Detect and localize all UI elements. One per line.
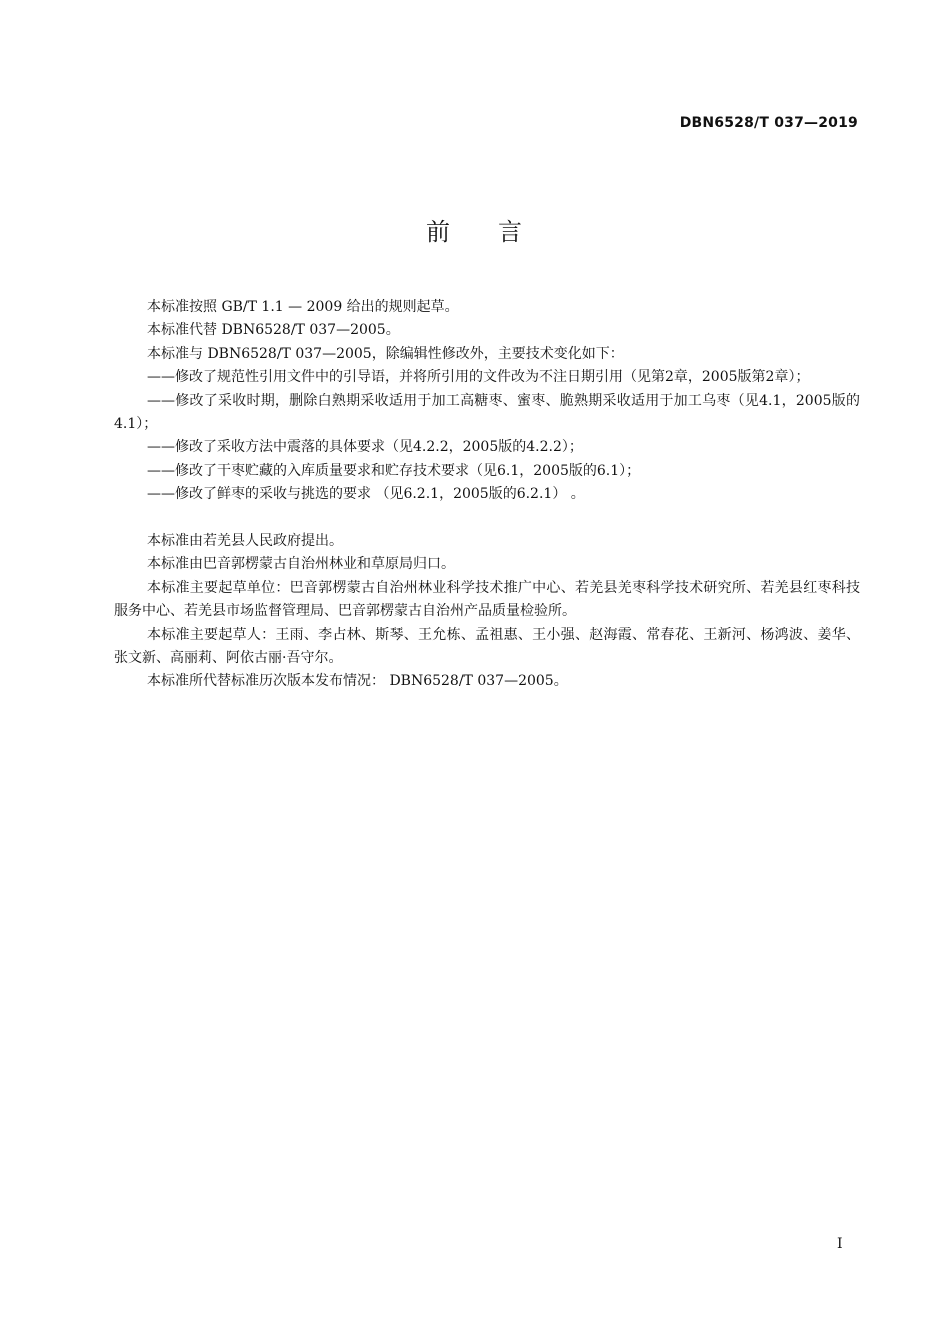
change-item-4: ——修改了干枣贮藏的入库质量要求和贮存技术要求（见6.1，2005版的6.1）； (147, 462, 641, 479)
paragraph-administrator: 本标准由巴音郭楞蒙古自治州林业和草原局归口。 (147, 556, 455, 573)
paragraph-spacer (114, 507, 860, 530)
foreword-body (114, 296, 860, 694)
change-item-5: ——修改了鲜枣的采收与挑选的要求 （见6.2.1，2005版的6.2.1） 。 (147, 486, 585, 503)
title-char-1: 前 (426, 218, 452, 246)
page-number: I (837, 1236, 843, 1252)
title-char-2: 言 (498, 218, 524, 246)
paragraph-changes-intro: 本标准与 DBN6528/T 037—2005，除编辑性修改外，主要技术变化如下： (147, 345, 624, 362)
change-item-2: ——修改了采收时期，删除白熟期采收适用于加工高糖枣、蜜枣、脆熟期采收适用于加工乌枣（见4.1，2005版的4.1）； (114, 392, 860, 433)
change-item-1: ——修改了规范性引用文件中的引导语，并将所引用的文件改为不注日期引用（见第2章，2005版第2章）； (147, 369, 810, 386)
page-title (0, 212, 950, 247)
paragraph-drafting-rules: 本标准按照 GB/T 1.1 — 2009 给出的规则起草。 (147, 299, 459, 315)
paragraph-replaces: 本标准代替 DBN6528/T 037—2005。 (147, 322, 400, 339)
paragraph-version-history: 本标准所代替标准历次版本发布情况： DBN6528/T 037—2005。 (147, 673, 568, 690)
document-code: DBN6528/T 037—2019 (679, 115, 858, 131)
paragraph-drafting-units: 本标准主要起草单位：巴音郭楞蒙古自治州林业科学技术推广中心、若羌县羌枣科学技术研究所、若羌县红枣科技服务中心、若羌县市场监督管理局、巴音郭楞蒙古自治州产品质量检验所。 (114, 579, 860, 620)
change-item-3: ——修改了采收方法中震落的具体要求（见4.2.2，2005版的4.2.2）； (147, 439, 583, 456)
paragraph-drafters: 本标准主要起草人：王雨、李占林、斯琴、王允栋、孟祖惠、王小强、赵海霞、常春花、王新河、杨鸿波、姜华、张文新、高丽莉、阿依古丽·吾守尔。 (114, 626, 860, 667)
paragraph-proposer: 本标准由若羌县人民政府提出。 (147, 533, 343, 550)
